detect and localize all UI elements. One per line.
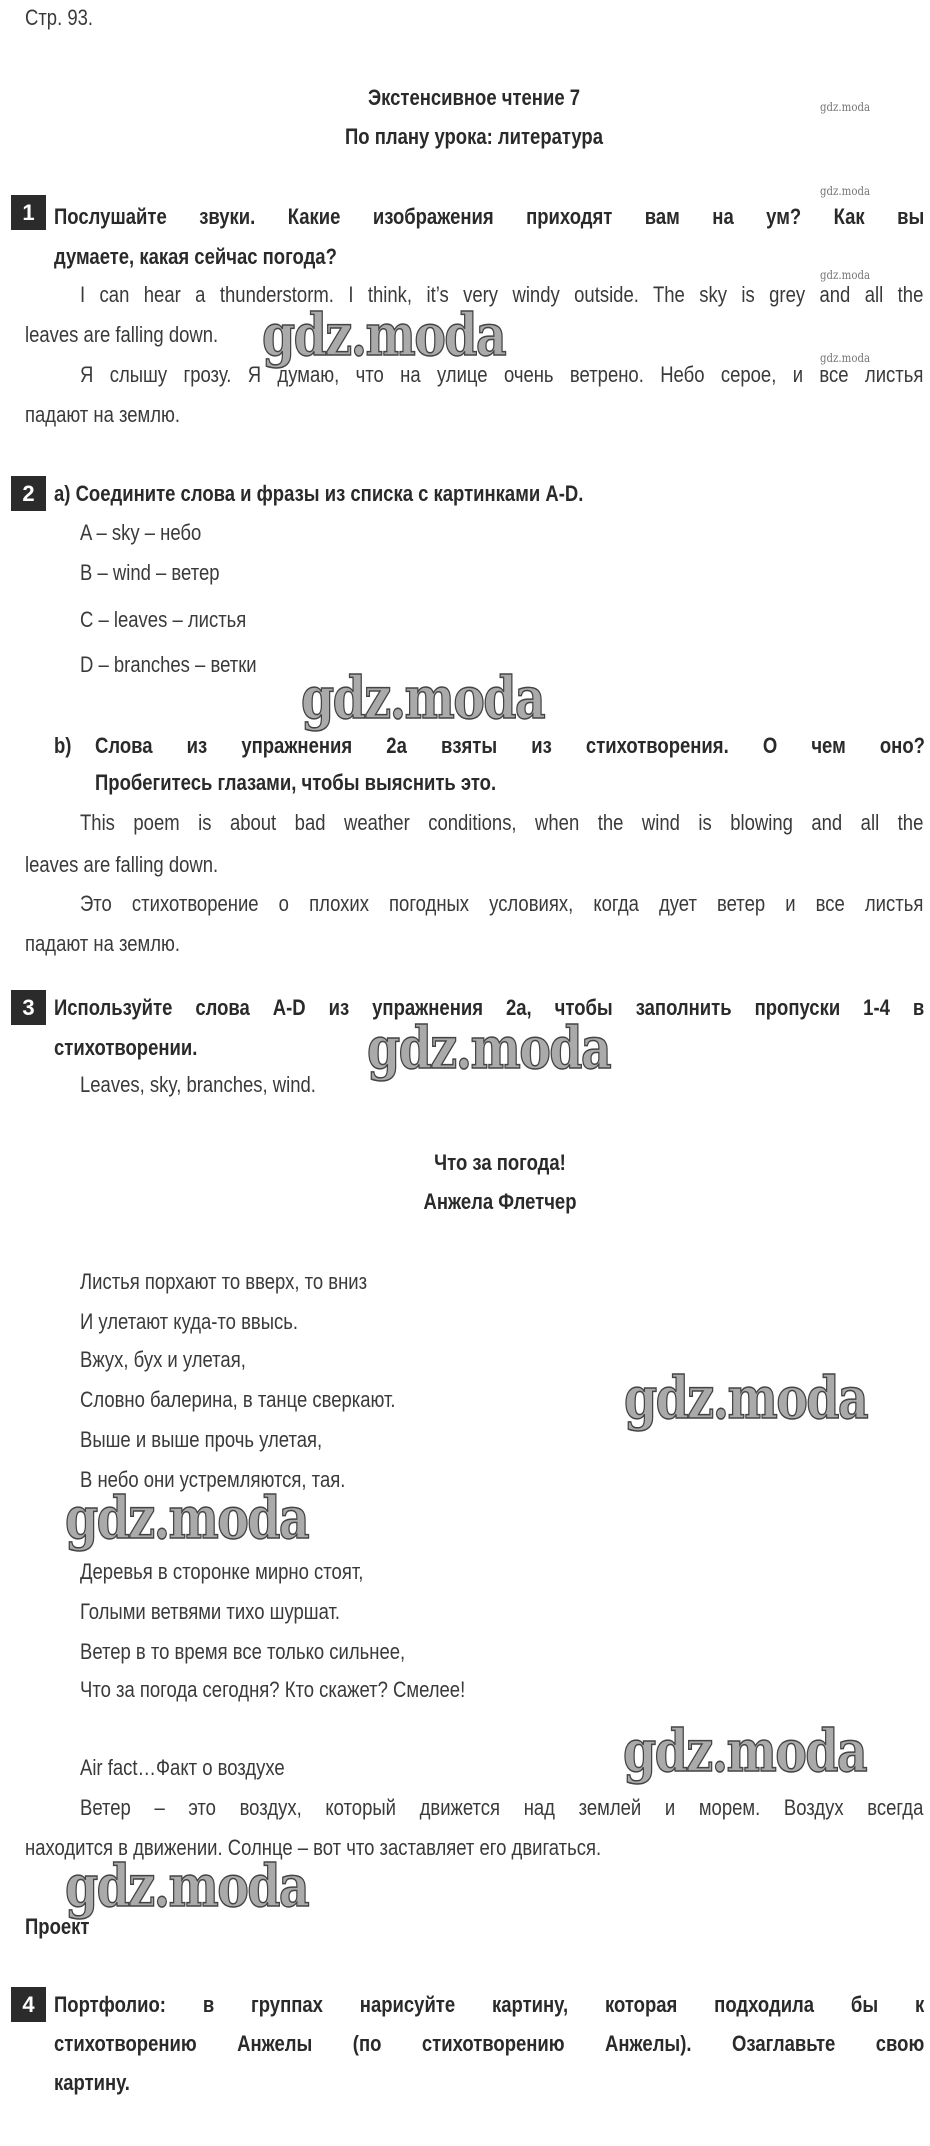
watermark-logo: gdz.moda — [65, 1484, 309, 1552]
exercise-1-answer-en: I can hear a thunderstorm. I think, it’s very windy outside. The sky is grey and all the — [80, 282, 924, 307]
air-fact-text: Ветер – это воздух, который движется над землей и морем. Воздух всегда — [80, 1795, 924, 1820]
poem-line: Листья порхают то вверх, то вниз — [80, 1269, 368, 1294]
exercise-1-answer-ru: Я слышу грозу. Я думаю, что на улице очень ветрено. Небо серое, и все листья — [80, 362, 924, 387]
match-item: B – wind – ветер — [80, 560, 220, 585]
page-subtitle: По плану урока: литература — [345, 124, 603, 149]
match-item: C – leaves – листья — [80, 607, 247, 632]
poem-line: Словно балерина, в танце сверкают. — [80, 1387, 396, 1412]
watermark-small: gdz.moda — [820, 100, 871, 114]
poem-line: Деревья в сторонке мирно стоят, — [80, 1559, 364, 1584]
watermark-small: gdz.moda — [820, 351, 871, 365]
watermark-logo: gdz.moda — [65, 1852, 309, 1920]
exercise-3-question: стихотворении. — [54, 1035, 198, 1060]
exercise-1-question: думаете, какая сейчас погода? — [54, 244, 337, 269]
exercise-1-answer-ru: падают на землю. — [25, 402, 181, 427]
exercise-2b-question: Пробегитесь глазами, чтобы выяснить это. — [95, 770, 497, 795]
watermark-logo: gdz.moda — [262, 301, 506, 369]
exercise-number-badge: 2 — [11, 476, 46, 511]
exercise-4-question: Портфолио: в группах нарисуйте картину, которая подходила бы к — [54, 1992, 925, 2017]
poem-line: Вжух, бух и улетая, — [80, 1347, 246, 1372]
watermark-small: gdz.moda — [820, 268, 871, 282]
exercise-4-question: картину. — [54, 2070, 130, 2095]
match-item: A – sky – небо — [80, 520, 202, 545]
exercise-2b-answer-en: leaves are falling down. — [25, 852, 219, 877]
poem-line: Что за погода сегодня? Кто скажет? Смелее! — [80, 1677, 466, 1702]
exercise-3-question: Используйте слова A-D из упражнения 2а, чтобы заполнить пропуски 1-4 в — [54, 995, 925, 1020]
exercise-2b-answer-en: This poem is about bad weather conditions, when the wind is blowing and all the — [80, 810, 924, 835]
exercise-2b-question: Слова из упражнения 2а взяты из стихотворения. О чем оно? — [95, 733, 925, 758]
project-heading: Проект — [25, 1914, 90, 1939]
poem-title: Что за погода! — [434, 1150, 566, 1175]
exercise-2b-answer-ru: падают на землю. — [25, 931, 181, 956]
exercise-number-badge: 1 — [11, 195, 46, 230]
exercise-2a-question: a) Соедините слова и фразы из списка с картинками A-D. — [54, 481, 584, 506]
poem-line: В небо они устремляются, тая. — [80, 1467, 346, 1492]
poem-line: Выше и выше прочь улетая, — [80, 1427, 323, 1452]
watermark-logo: gdz.moda — [623, 1717, 867, 1785]
poem-author: Анжела Флетчер — [423, 1189, 577, 1214]
poem-line: Голыми ветвями тихо шуршат. — [80, 1599, 341, 1624]
exercise-1-answer-en: leaves are falling down. — [25, 322, 219, 347]
air-fact-heading: Air fact…Факт о воздухе — [80, 1755, 285, 1780]
page-title: Экстенсивное чтение 7 — [367, 85, 581, 110]
exercise-4-question: стихотворению Анжелы (по стихотворению Анжелы). Озаглавьте свою — [54, 2031, 925, 2056]
exercise-number-badge: 4 — [11, 1987, 46, 2022]
exercise-1-question: Послушайте звуки. Какие изображения приходят вам на ум? Как вы — [54, 204, 925, 229]
watermark-logo: gdz.moda — [367, 1014, 611, 1082]
exercise-3-answer: Leaves, sky, branches, wind. — [80, 1072, 316, 1097]
page-number: Стр. 93. — [25, 5, 94, 30]
exercise-number-badge: 3 — [11, 990, 46, 1025]
match-item: D – branches – ветки — [80, 652, 257, 677]
poem-line: Ветер в то время все только сильнее, — [80, 1639, 406, 1664]
watermark-small: gdz.moda — [820, 184, 871, 198]
poem-line: И улетают куда-то ввысь. — [80, 1309, 299, 1334]
watermark-logo: gdz.moda — [301, 664, 545, 732]
exercise-2b-answer-ru: Это стихотворение о плохих погодных условиях, когда дует ветер и все листья — [80, 891, 924, 916]
exercise-2b-label: b) — [54, 733, 72, 758]
air-fact-text: находится в движении. Солнце – вот что заставляет его двигаться. — [25, 1835, 602, 1860]
watermark-logo: gdz.moda — [624, 1364, 868, 1432]
